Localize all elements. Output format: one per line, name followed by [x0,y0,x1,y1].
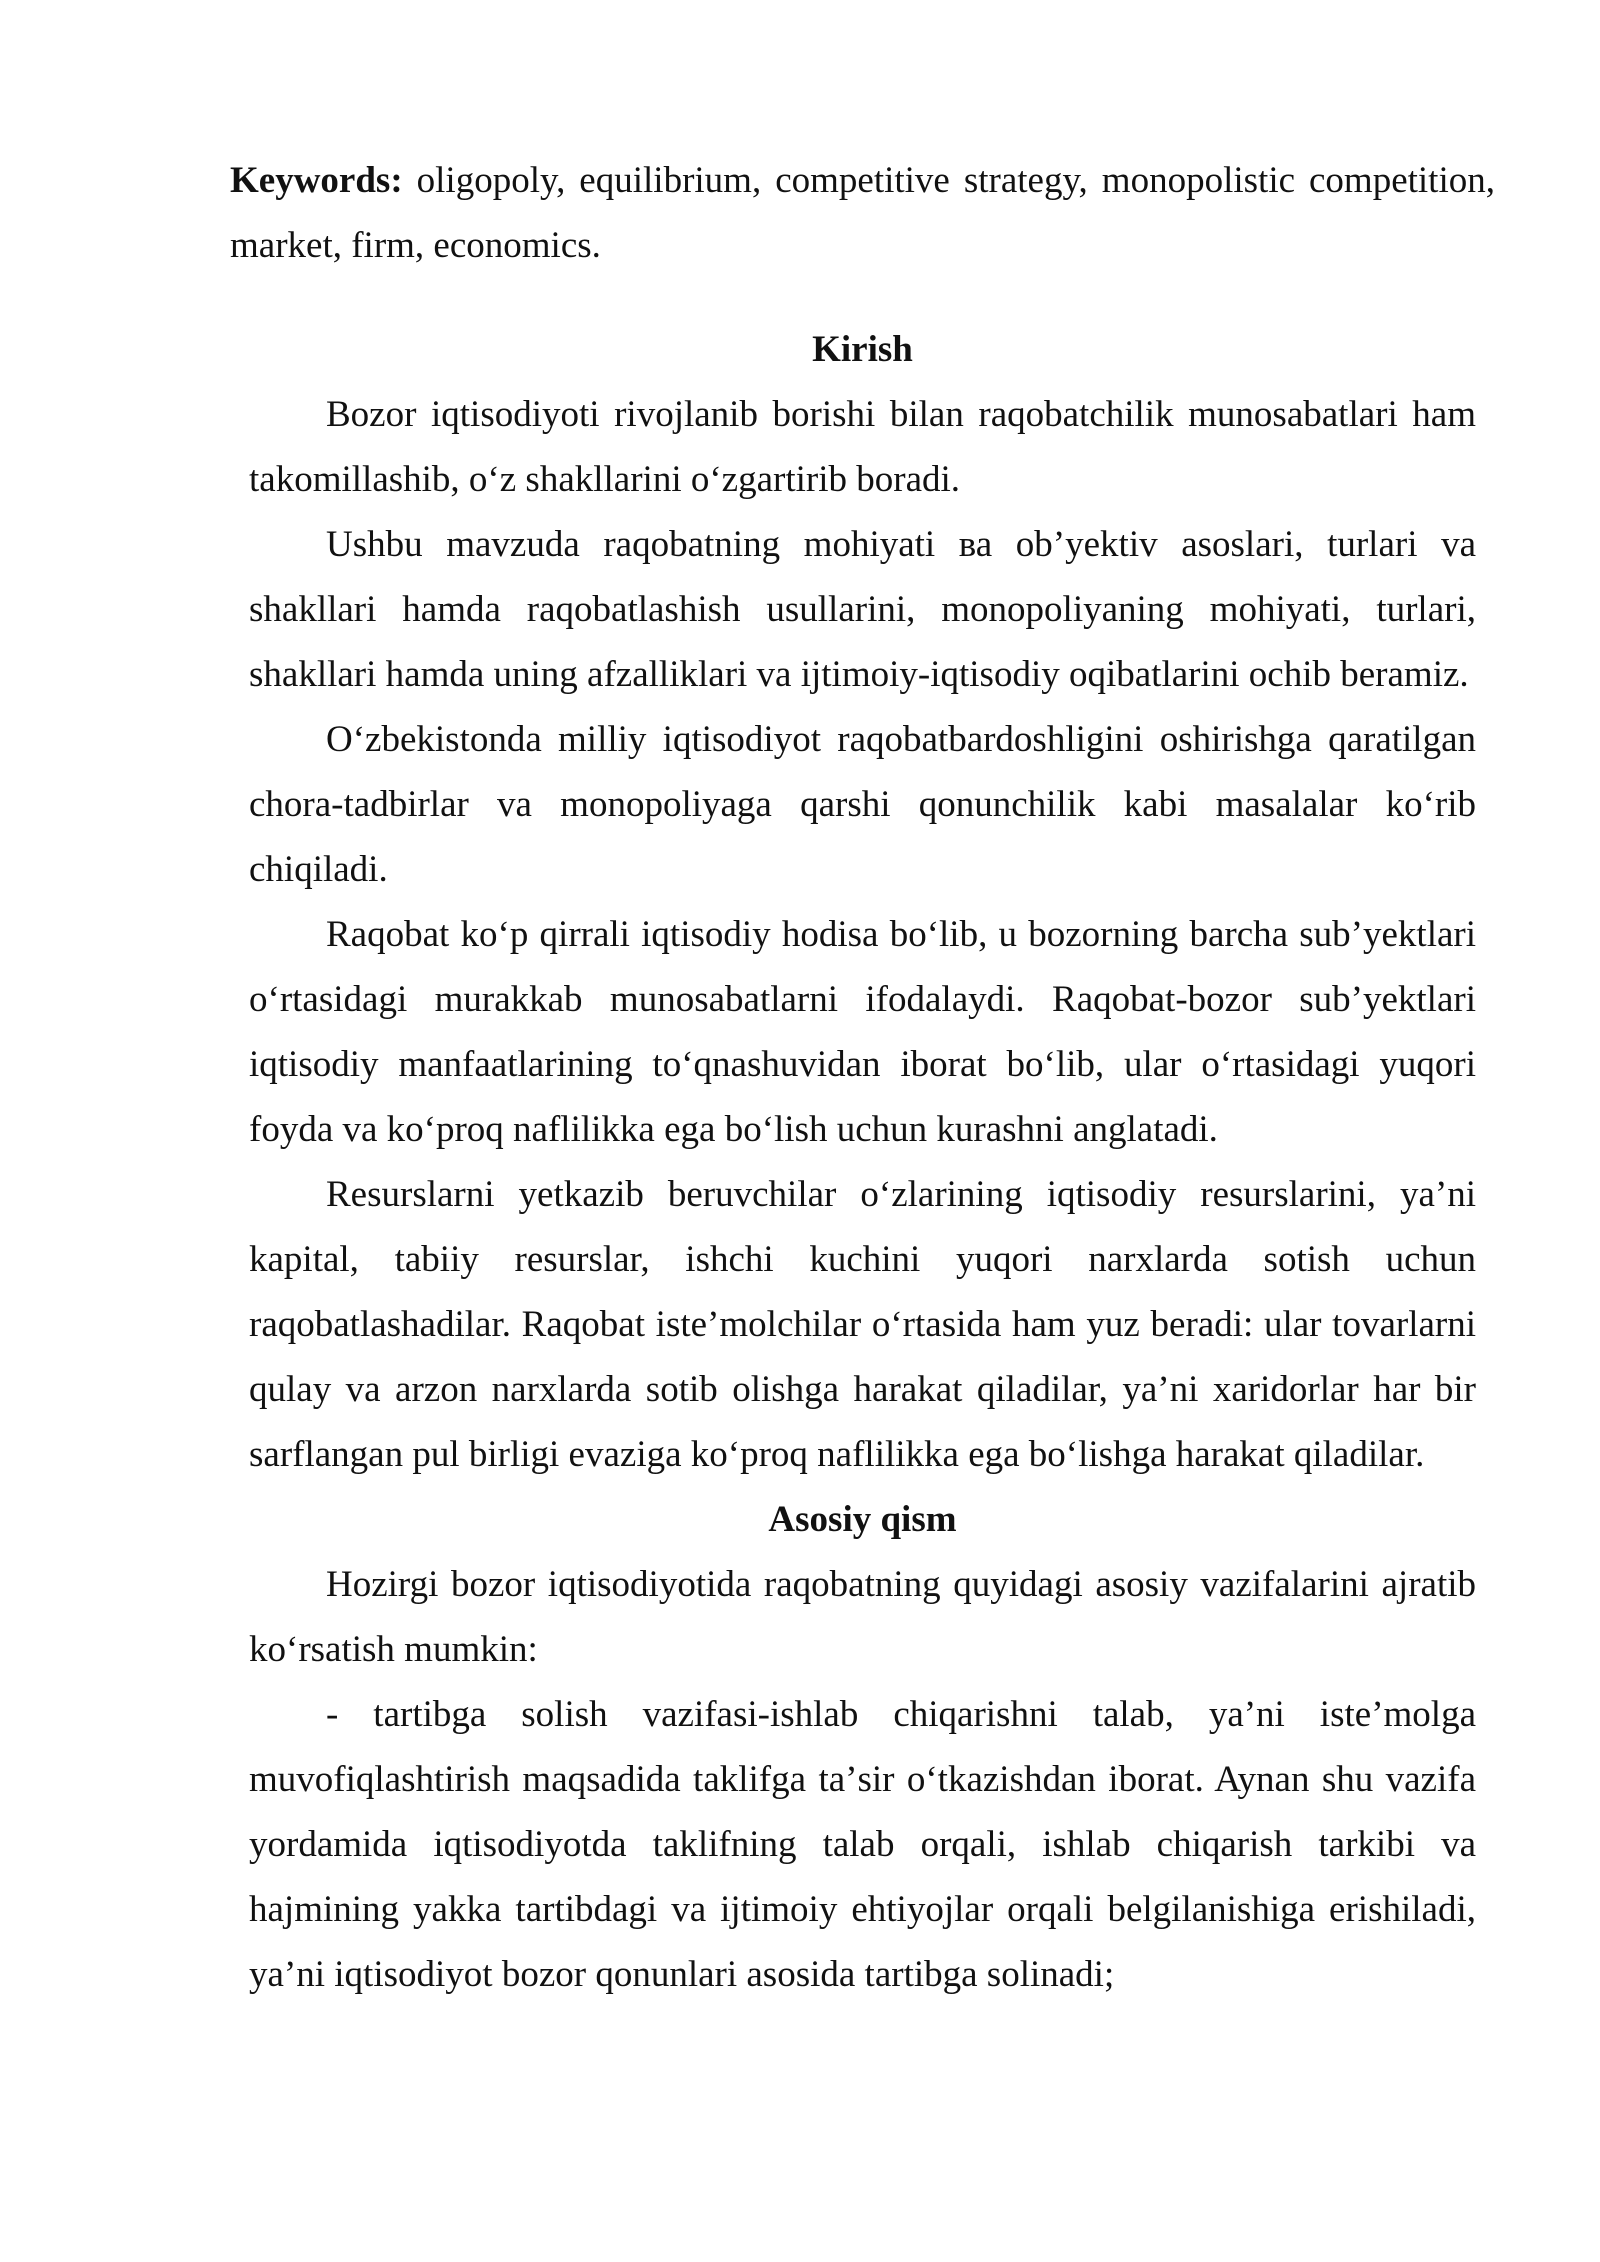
paragraph: Resurslarni yetkazib beruvchilar oʻzlarining iqtisodiy resurslarini, yaʼni kapital, tabiiy resurslar, ishchi kuchini yuqori narxlarda sotish uchun raqobatlashadilar. Raqobat isteʼmolchilar oʻrtasida ham yuz beradi: ular tovarlarni qulay va arzon narxlarda sotib olishga harakat qiladilar, yaʼni xaridorlar har bir sarflangan pul birligi evaziga koʻproq naflilikka ega boʻlishga harakat qiladilar. [249,1174,1476,1475]
section-heading-main: Asosiy qism [768,1499,957,1540]
paragraph: Bozor iqtisodiyoti rivojlanib borishi bilan raqobatchilik munosabatlari ham takomillashib, oʻz shakllarini oʻzgartirib boradi. [249,394,1476,500]
keywords-text: oligopoly, equilibrium, competitive strategy, monopolistic competition, market, firm, economics. [230,160,1495,266]
keywords-label: Keywords: [230,160,403,201]
document-body [249,317,1476,2007]
keywords-line [230,148,1495,278]
paragraph: Oʻzbekistonda milliy iqtisodiyot raqobatbardoshligini oshirishga qaratilgan chora-tadbirlar va monopoliyaga qarshi qonunchilik kabi masalalar koʻrib chiqiladi. [249,719,1476,890]
section-heading-intro: Kirish [812,329,913,370]
paragraph: Raqobat koʻp qirrali iqtisodiy hodisa boʻlib, u bozorning barcha subʼyektlari oʻrtasidagi murakkab munosabatlarni ifodalaydi. Raqobat-bozor subʼyektlari iqtisodiy manfaatlarining toʻqnashuvidan iborat boʻlib, ular oʻrtasidagi yuqori foyda va koʻproq naflilikka ega boʻlish uchun kurashni anglatadi. [249,914,1476,1150]
paragraph: Hozirgi bozor iqtisodiyotida raqobatning quyidagi asosiy vazifalarini ajratib koʻrsatish mumkin: [249,1564,1476,1670]
paragraph: Ushbu mavzuda raqobatning mohiyati ва obʼyektiv asoslari, turlari va shakllari hamda raqobatlashish usullarini, monopoliyaning mohiyati, turlari, shakllari hamda uning afzalliklari va ijtimoiy-iqtisodiy oqibatlarini ochib beramiz. [249,524,1476,695]
paragraph: - tartibga solish vazifasi-ishlab chiqarishni talab, yaʼni isteʼmolga muvofiqlashtirish maqsadida taklifga taʼsir oʻtkazishdan iborat. Aynan shu vazifa yordamida iqtisodiyotda taklifning talab orqali, ishlab chiqarish tarkibi va hajmining yakka tartibdagi va ijtimoiy ehtiyojlar orqali belgilanishiga erishiladi, yaʼni iqtisodiyot bozor qonunlari asosida tartibga solinadi; [249,1694,1476,1995]
